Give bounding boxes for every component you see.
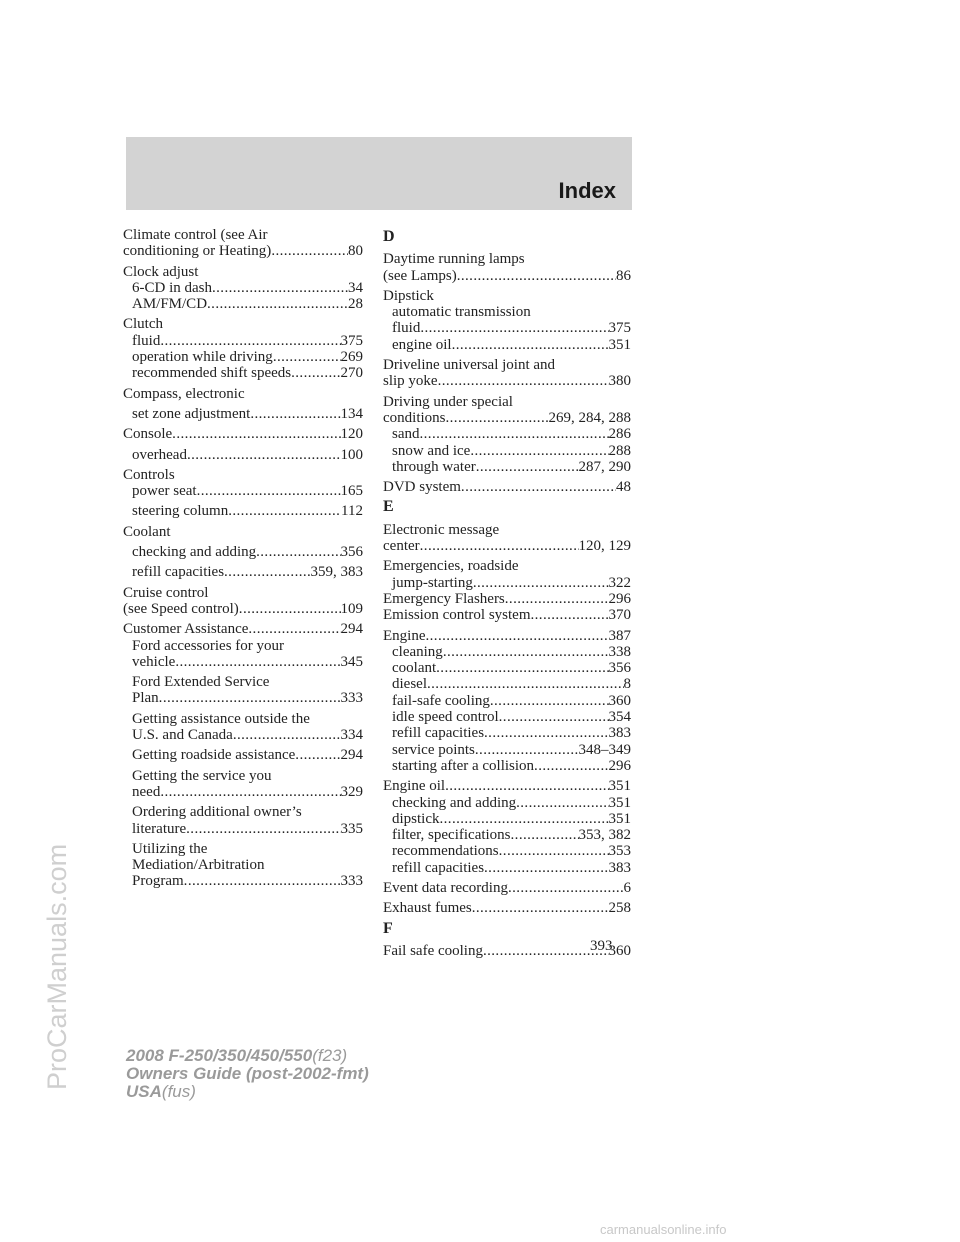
footer-guide: Owners Guide (post-2002-fmt) [126, 1064, 369, 1083]
index-entry-customer-assistance: Customer Assistance ..... 294 Ford accessories for your vehicle ..... 345 Ford Extended Service Plan ..... 333 Getting assistance outside the U.S. and Canada ..... 334 Getting roadside assistance ..... 294 Getting the service you need ..... 329 Ordering additional owner’s literature ..... 335 Utilizing the Mediation/Arbitration Program ..... 333 [123, 621, 363, 889]
index-column-right [383, 227, 631, 963]
index-entry-emergencies: Emergencies, roadside jump-starting ..... 322 Emergency Flashers ..... 296 Emission control system ..... 370 [383, 558, 631, 623]
footer-model-code: (f23) [312, 1046, 348, 1065]
index-entry-driveline: Driveline universal joint and slip yoke ..... 380 [383, 357, 631, 390]
index-entry-fail-safe: Fail safe cooling ..... 360 [383, 943, 631, 959]
index-entry-electronic-message: Electronic message center ..... 120, 129 [383, 522, 631, 555]
index-entry-clock: Clock adjust 6-CD in dash ..... 34 AM/FM/CD ..... 28 [123, 264, 363, 313]
index-letter-f: F [383, 919, 393, 937]
index-letter-d: D [383, 228, 395, 245]
index-entry-special-conditions: Driving under special conditions ..... 269, 284, 288 sand ..... 286 snow and ice ..... 288 through water ..... 287, 290 [383, 394, 631, 475]
document-footer [126, 1047, 369, 1101]
index-entry-compass: Compass, electronic set zone adjustment ..... 134 [123, 386, 363, 423]
section-title: Index [558, 178, 616, 203]
index-entry-cruise: Cruise control (see Speed control) ..... 109 [123, 585, 363, 618]
page-ref: 80 [348, 243, 363, 260]
index-entry-dvd: DVD system ..... 48 [383, 479, 631, 495]
index-entry-controls: Controls power seat ..... 165 steering column ..... 112 [123, 467, 363, 520]
footer-model: 2008 F-250/350/450/550 [126, 1046, 313, 1065]
index-entry-console: Console ..... 120 overhead ..... 100 [123, 426, 363, 463]
index-entry-daytime-lamps: Daytime running lamps (see Lamps) ..... 86 [383, 251, 631, 284]
side-watermark: ProCarManuals.com [42, 843, 72, 1090]
index-entry-event-data: Event data recording ..... 6 [383, 880, 631, 896]
index-entry-climate: Climate control (see Air conditioning or Heating) ..... 80 [123, 227, 363, 260]
index-letter-e: E [383, 498, 394, 516]
index-entry-engine: Engine ..... 387 cleaning ..... 338 coolant ..... 356 diesel ..... 8 fail-safe cooling ..... 360 idle speed control ..... 354 refill capacities ..... 383 service points ..... 348–349 starting after a collision ..... 296 [383, 628, 631, 775]
bottom-watermark: carmanualsonline.info [600, 1222, 727, 1237]
footer-market-code: (fus) [161, 1082, 196, 1101]
index-entry-dipstick: Dipstick automatic transmission fluid ..... 375 engine oil ..... 351 [383, 288, 631, 353]
footer-market: USA [126, 1082, 162, 1101]
index-column-left [123, 227, 363, 894]
index-entry-exhaust: Exhaust fumes ..... 258 [383, 900, 631, 916]
page-number: 393 [590, 938, 613, 954]
index-entry-coolant: Coolant checking and adding ..... 356 refill capacities ..... 359, 383 [123, 524, 363, 581]
index-entry-engine-oil: Engine oil ..... 351 checking and adding ..... 351 dipstick ..... 351 filter, specifications ..... 353, 382 recommendations ..... 353 refill capacities ..... 383 [383, 778, 631, 876]
index-entry-clutch: Clutch fluid ..... 375 operation while driving ..... 269 recommended shift speeds ..... 270 [123, 316, 363, 381]
